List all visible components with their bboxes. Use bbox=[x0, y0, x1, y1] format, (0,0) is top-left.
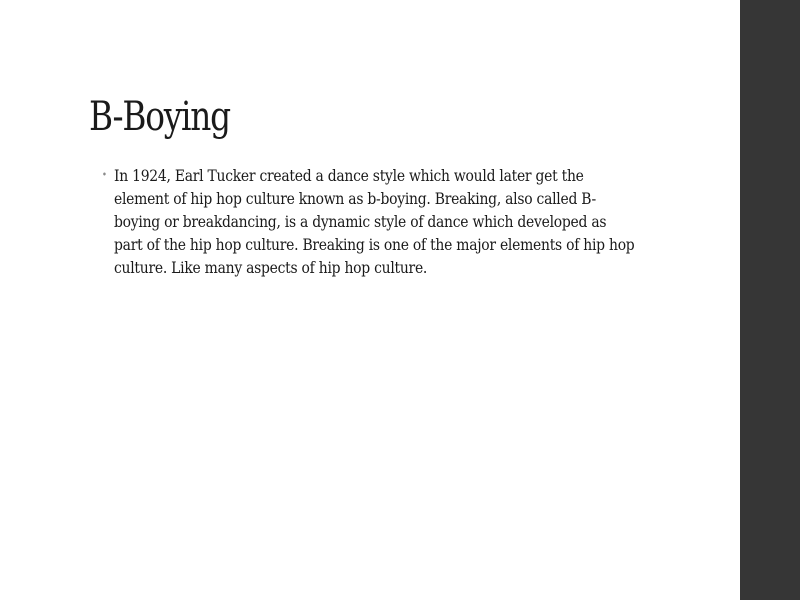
bullet-item bbox=[101, 164, 636, 279]
bullet-text: In 1924, Earl Tucker created a dance style which would later get the element of hip hop culture known as b-boying. Breaking, also called B-boying or breakdancing, is a dynamic style of dance which developed as part of the hip hop culture. Breaking is one of the major elements of hip hop culture. Like many aspects of hip hop culture. bbox=[114, 166, 635, 277]
side-accent-bar bbox=[740, 0, 800, 600]
bullet-list bbox=[101, 164, 636, 279]
bullet-marker-icon: • bbox=[101, 170, 107, 181]
slide-title: B-Boying bbox=[89, 94, 230, 140]
